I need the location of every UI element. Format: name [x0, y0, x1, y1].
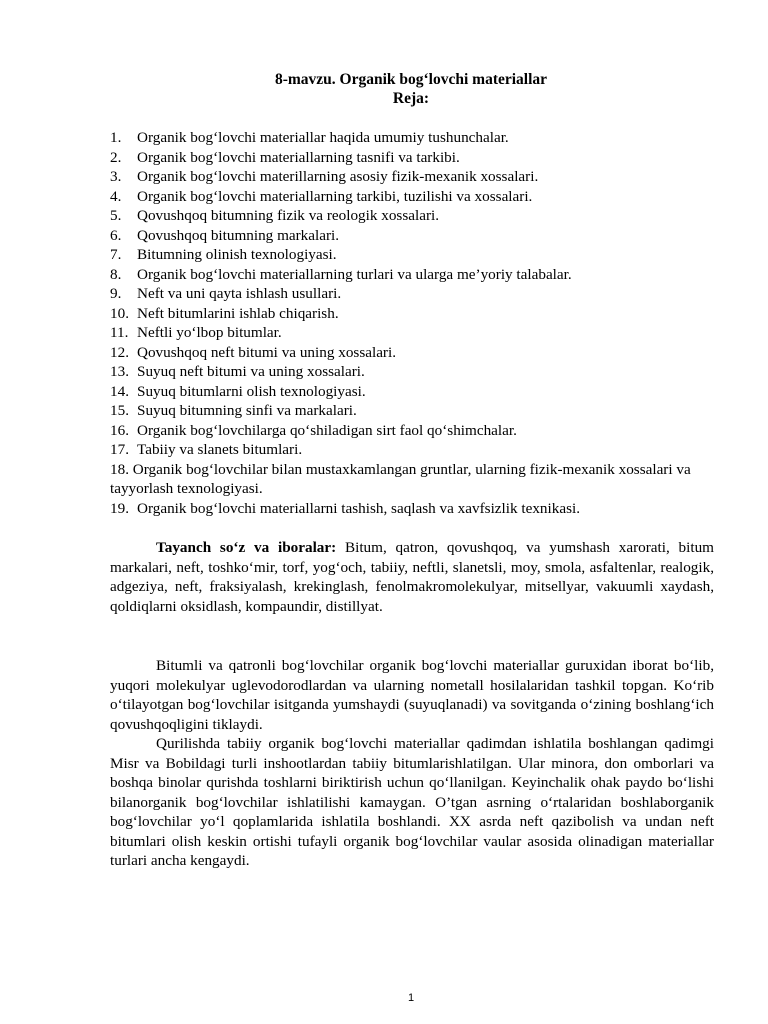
list-item-text: Suyuq neft bitumi va uning xossalari.: [137, 363, 365, 380]
keywords-label: Tayanch so‘z va iboralar:: [156, 539, 337, 556]
list-item: [110, 401, 714, 421]
keywords-text: Bitum, qatron, qovushqoq, va yumshash xarorati, bitum markalari, neft, toshko‘mir, torf, yog‘och, tabiiy, neftli, slanetsli, moy, smola, asfaltenlar, realogik, adgeziya, neft, fraksiyalash, krekinglash, fenolmakromolekulyar, mitsellyar, vakuumli xaydash, qoldiqlarni oksidlash, kompaundir, distillyat.: [110, 539, 714, 615]
list-item-number: 16.: [110, 421, 129, 439]
list-item-number: 8.: [110, 265, 122, 283]
list-item: [110, 187, 714, 207]
list-item-text: Qovushqoq bitumning markalari.: [137, 226, 340, 244]
list-item: [110, 245, 714, 265]
paragraph: Qurilishda tabiiy organik bog‘lovchi materiallar qadimdan ishlatila boshlangan qadimgi Misr va Bobildagi turli inshootlardan tabiiy bitumlarishlatilgan. Ular minora, don omborlari va boshqa binolar qurishda toshlarni biriktirish uchun qo‘llanilgan. Keyinchalik ohak paydo bo‘lishi bilanorganik bog‘lovchilar ishlatilishi kamaygan. O’tgan asrning o‘rtalaridan boshlaborganik bog‘lovchilar yo‘l qoplamlarida ishlatila boshlandi. XX asrda neft qazibolish va undan neft bitumlari olish keskin ortishi tufayli organik bog‘lovchilar vaular asosida olinadigan materiallar turlari ancha kengaydi.: [110, 735, 714, 869]
list-item: [110, 362, 714, 382]
list-item-number: 13.: [110, 363, 129, 380]
list-item-text: Organik bog‘lovchi materiallarning tasnifi va tarkibi.: [137, 148, 460, 166]
list-item-text: Suyuq bitumning sinfi va markalari.: [137, 402, 357, 419]
list-item-number: 4.: [110, 187, 122, 205]
list-item-number: 18.: [110, 460, 129, 478]
list-item-number: 15.: [110, 402, 129, 419]
list-item: [110, 148, 714, 168]
list-item-text: Qovushqoq bitumning fizik va reologik xossalari.: [137, 207, 440, 224]
list-item-number: 3.: [110, 168, 122, 185]
list-item-text: Organik bog‘lovchi materiallarning tarkibi, tuzilishi va xossalari.: [137, 187, 533, 205]
list-item-number: 6.: [110, 226, 122, 244]
list-item-text: Bitumning olinish texnologiyasi.: [137, 246, 337, 263]
list-item-number: 10.: [110, 304, 129, 322]
list-item: [110, 128, 714, 148]
list-item: [110, 167, 714, 187]
list-item: [110, 499, 714, 519]
list-item-text: Neft va uni qayta ishlash usullari.: [137, 285, 342, 302]
list-item-text: Suyuq bitumlarni olish texnologiyasi.: [137, 382, 366, 400]
list-item-number: 9.: [110, 285, 122, 302]
list-item-number: 7.: [110, 246, 122, 263]
list-item: [110, 304, 714, 324]
paragraph: Bitumli va qatronli bog‘lovchilar organik bog‘lovchi materiallar guruxidan iborat bo‘lib, yuqori molekulyar uglevodorodlardan va ularning nometall hosilalaridan tashkil topgan. Ko‘rib o‘tilayotgan bog‘lovchilar isitganda yumshaydi (suyuqlanadi) va sovitganda o‘zining boshlang‘ich qovushqoqligini tiklaydi.: [110, 657, 714, 733]
plan-list: [110, 128, 714, 518]
list-item-number: 11.: [110, 324, 129, 341]
list-item-text: Organik bog‘lovchi materiallar haqida umumiy tushunchalar.: [137, 129, 509, 146]
plan-heading: Reja:: [392, 90, 430, 107]
list-item-text: Organik bog‘lovchi materiallarning turlari va ularga me’yoriy talabalar.: [137, 265, 572, 283]
body-text: [110, 656, 714, 871]
list-item: [110, 226, 714, 246]
list-item-number: 19.: [110, 499, 129, 517]
list-item-text: Neftli yo‘lbop bitumlar.: [137, 324, 282, 341]
list-item: [110, 265, 714, 285]
list-item-number: 17.: [110, 441, 129, 458]
document-title: 8-mavzu. Organik bog‘lovchi materiallar: [274, 71, 548, 88]
list-item-text: Tabiiy va slanets bitumlari.: [137, 441, 303, 458]
list-item: [110, 382, 714, 402]
list-item: [110, 323, 714, 343]
list-item: [110, 460, 714, 499]
list-item-text: Organik bog‘lovchilarga qo‘shiladigan sirt faol qo‘shimchalar.: [137, 421, 517, 439]
list-item-text: Organik bog‘lovchi materillarning asosiy fizik-mexanik xossalari.: [137, 168, 539, 185]
list-item-text: Qovushqoq neft bitumi va uning xossalari.: [137, 343, 397, 361]
list-item-text: Organik bog‘lovchilar bilan mustaxkamlangan gruntlar, ularning fizik-mexanik xossalari va tayyorlash texnologiyasi.: [110, 460, 691, 497]
list-item-text: Organik bog‘lovchi materiallarni tashish, saqlash va xavfsizlik texnikasi.: [137, 499, 581, 517]
keywords-paragraph: [110, 538, 714, 616]
list-item: [110, 440, 714, 460]
list-item: [110, 343, 714, 363]
list-item-text: Neft bitumlarini ishlab chiqarish.: [137, 304, 339, 322]
list-item-number: 1.: [110, 129, 122, 146]
list-item-number: 5.: [110, 207, 122, 224]
list-item: [110, 206, 714, 226]
list-item: [110, 421, 714, 441]
list-item-number: 2.: [110, 148, 122, 166]
list-item-number: 12.: [110, 343, 129, 361]
page-number: 1: [407, 992, 415, 1004]
list-item-number: 14.: [110, 382, 129, 400]
list-item: [110, 284, 714, 304]
